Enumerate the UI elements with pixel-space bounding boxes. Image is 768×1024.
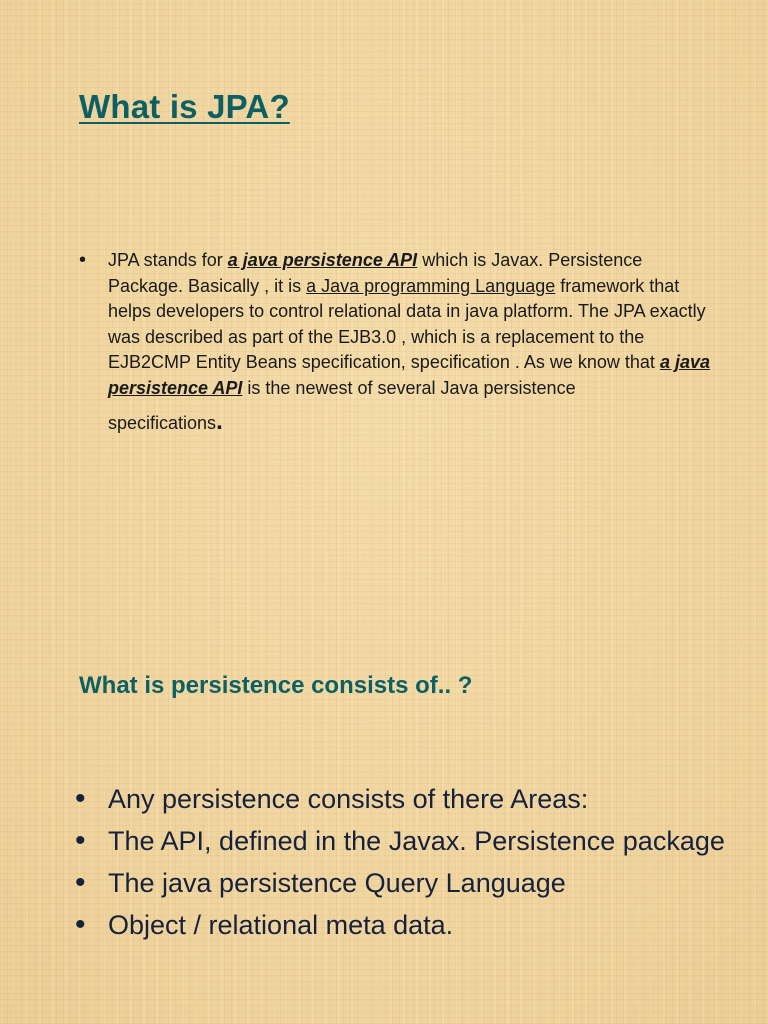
bullet-icon: • — [75, 782, 86, 815]
list-item-text: Any persistence consists of there Areas: — [108, 784, 589, 814]
list-item — [75, 824, 735, 859]
list-item — [75, 866, 735, 901]
section-subtitle: What is persistence consists of.. ? — [79, 672, 473, 699]
jpa-link[interactable]: a java persistence API — [227, 250, 418, 270]
list-item-text: Object / relational meta data. — [108, 910, 454, 940]
bullet-icon: • — [75, 824, 86, 857]
list-item — [75, 782, 735, 817]
intro-text-part: which is Javax. Persistence Package. Basically , it is — [108, 250, 643, 296]
list-item — [75, 908, 735, 943]
slide-title: What is JPA? — [79, 88, 290, 125]
bullet-icon: • — [75, 866, 86, 899]
persistence-list — [75, 782, 735, 950]
java-language-link[interactable]: a Java programming Language — [306, 275, 556, 296]
intro-text-part: framework that helps developers to control relational data in java platform. The JPA exactly was described as part of the EJB3.0 , which is a replacement to the EJB2CMP Entity Beans specification, specification . As we know that — [108, 275, 706, 372]
jpa-link[interactable]: a java persistence API — [108, 352, 710, 398]
list-item-text: The API, defined in the Javax. Persistence package — [108, 826, 725, 856]
intro-last-line — [108, 409, 223, 437]
intro-text-part: is the newest of several Java persistence — [242, 377, 576, 398]
bullet-icon: • — [79, 249, 87, 271]
bullet-icon: • — [75, 908, 86, 941]
intro-paragraph — [79, 248, 719, 437]
intro-text-part: specifications — [108, 413, 217, 433]
intro-period: . — [216, 408, 223, 435]
intro-text — [108, 248, 719, 437]
intro-text-part: JPA stands for — [108, 250, 228, 270]
list-item-text: The java persistence Query Language — [108, 868, 566, 898]
